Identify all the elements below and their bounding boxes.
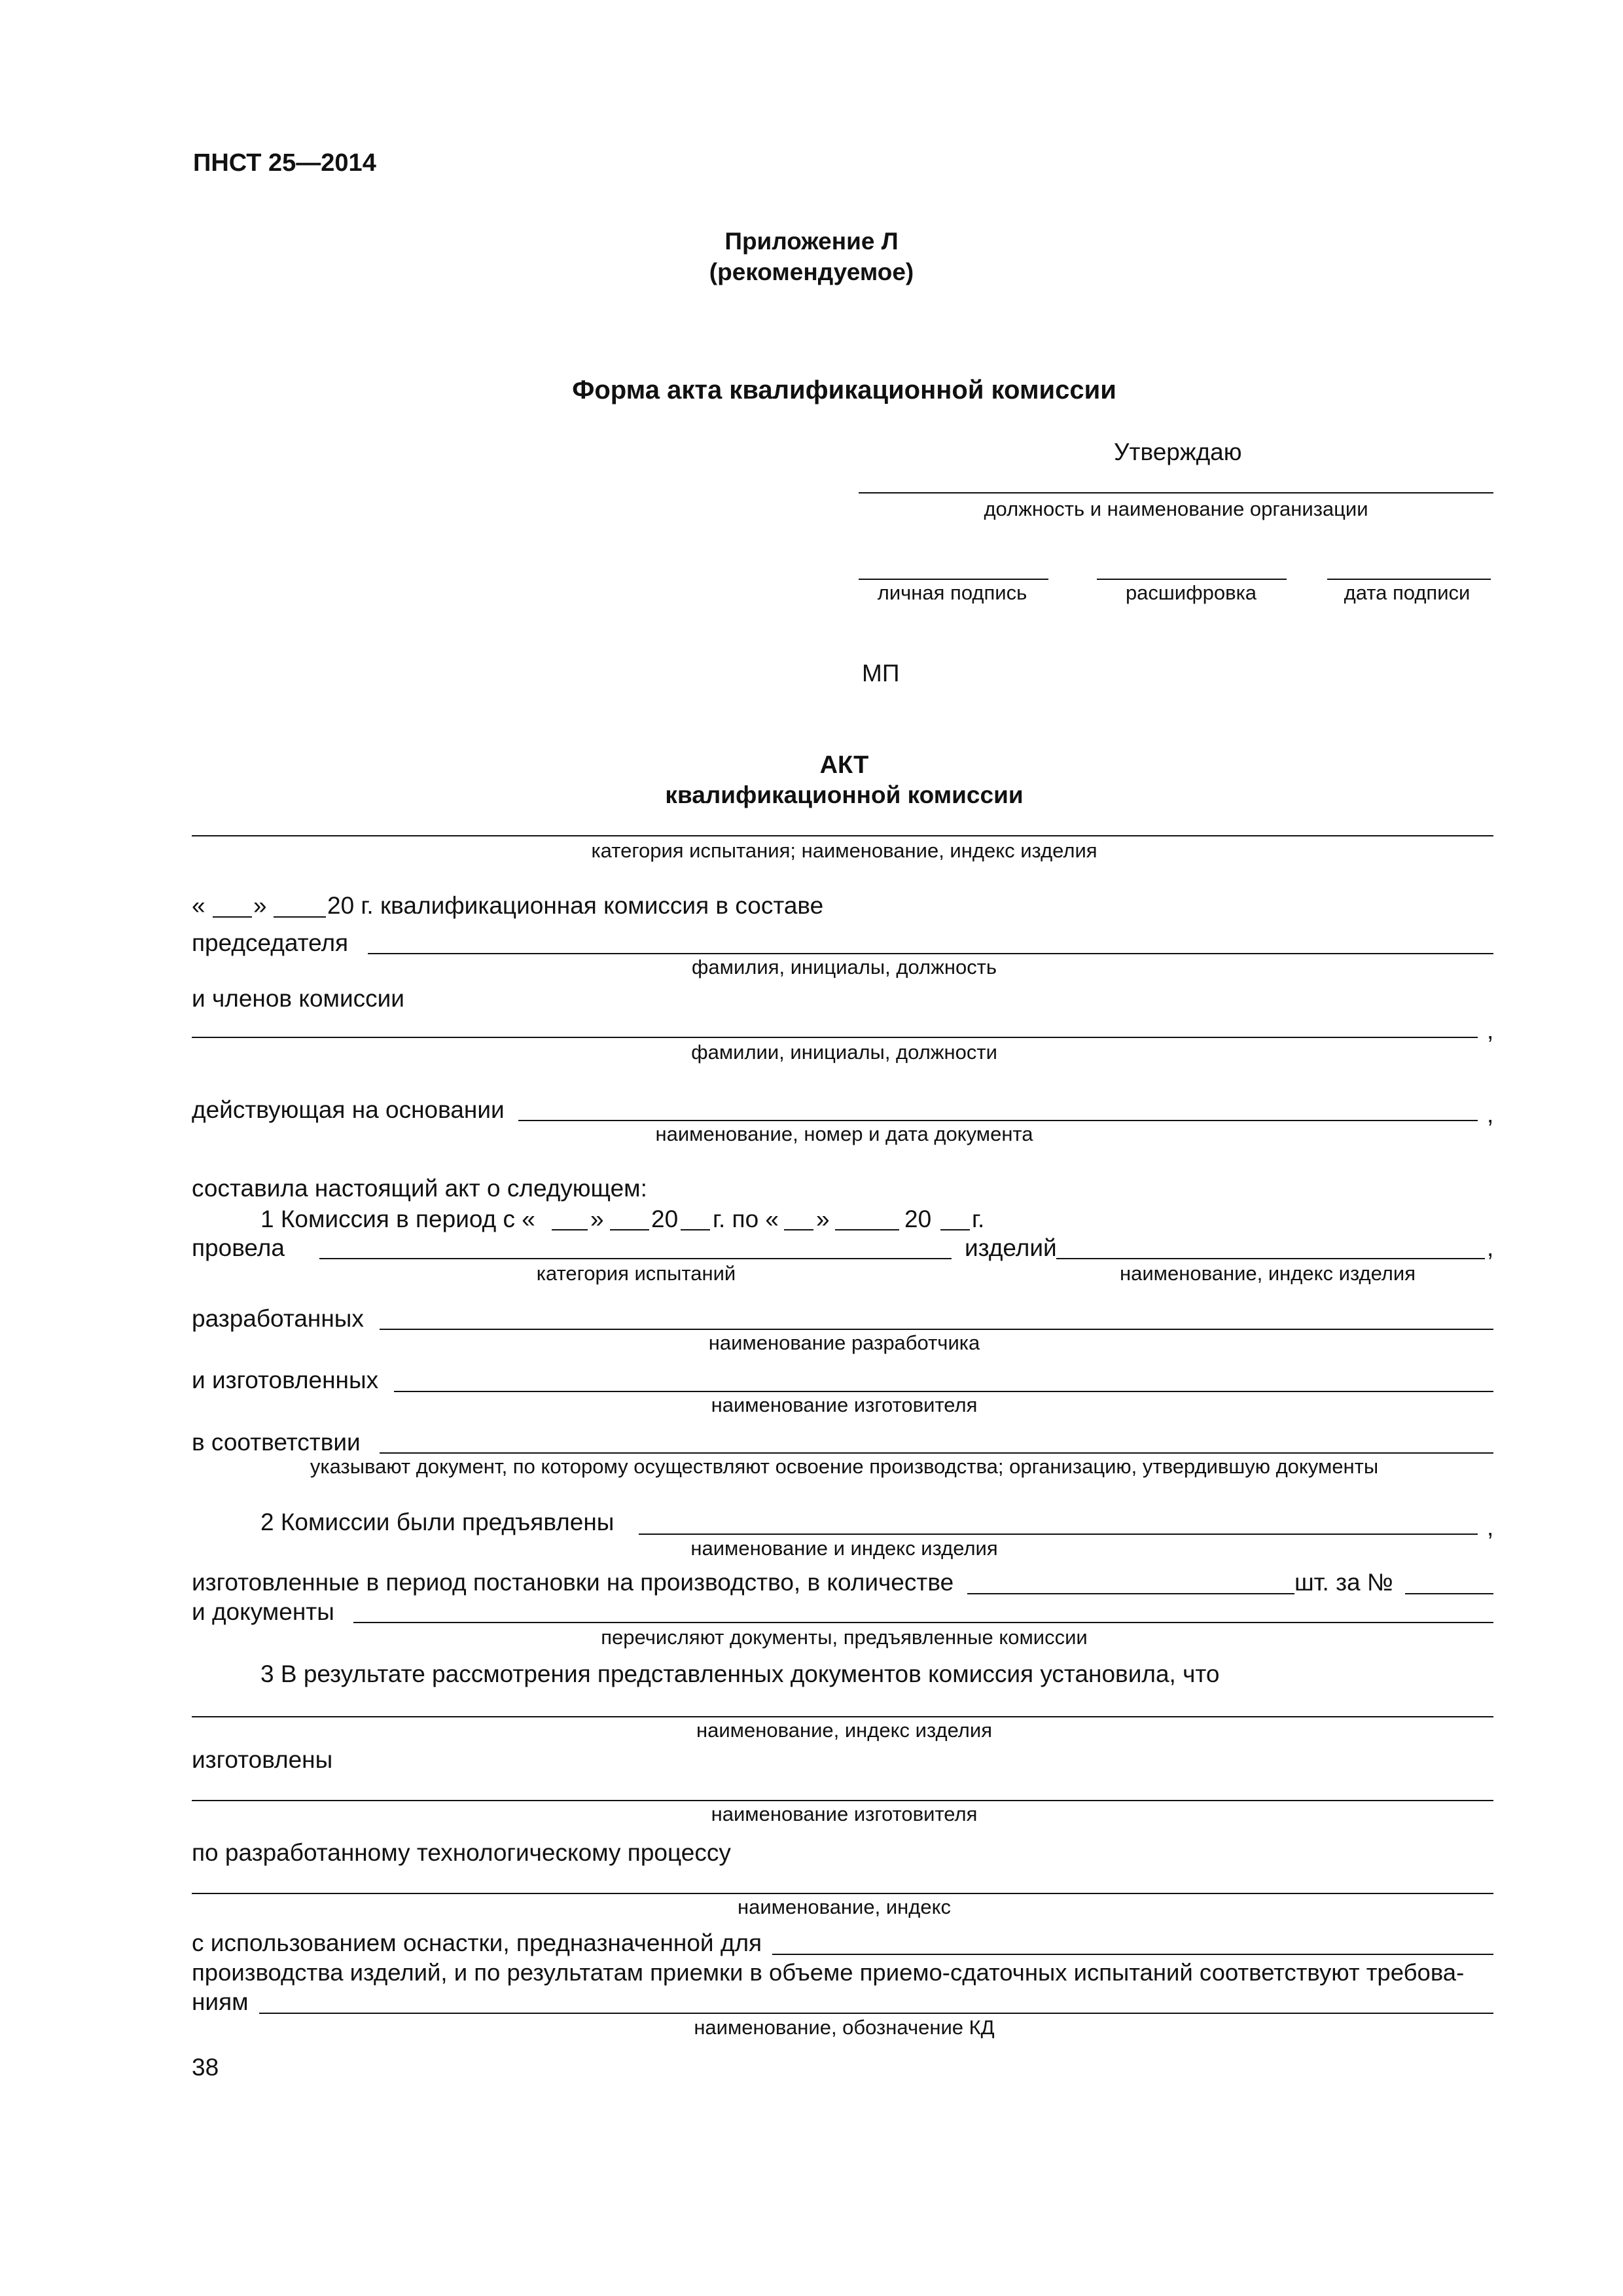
basis-comma: , [1487, 1101, 1494, 1128]
form-title: Форма акта квалификационной комиссии [572, 376, 1116, 404]
tooling-line[interactable] [772, 1954, 1493, 1955]
documents-label: и документы [192, 1598, 334, 1625]
made-line[interactable] [192, 1800, 1493, 1801]
products-label: изделий [965, 1234, 1057, 1261]
category-caption: категория испытания; наименование, индекс изделия [591, 839, 1097, 862]
org-caption: должность и наименование организации [984, 497, 1368, 520]
conducted-label: провела [192, 1234, 285, 1261]
compiled-text: составила настоящий акт о следующем: [192, 1175, 647, 1202]
item1-quote-close: » [590, 1206, 604, 1232]
quantity-line[interactable] [967, 1593, 1294, 1594]
act-subtitle: квалификационной комиссии [665, 781, 1024, 808]
kd-caption: наименование, обозначение КД [694, 2016, 995, 2039]
item3-line[interactable] [192, 1716, 1493, 1717]
appendix-note: (рекомендуемое) [709, 259, 914, 285]
accordance-caption: указывают документ, по которому осуществляют освоение производства; организацию, утвердившую документы [310, 1455, 1379, 1478]
chairman-line[interactable] [368, 953, 1493, 954]
requirements-label: ниям [192, 1988, 249, 2015]
category-line[interactable] [192, 835, 1493, 836]
item1-month-from[interactable] [610, 1229, 649, 1230]
item1-year-to-blank[interactable] [940, 1229, 970, 1230]
members-caption: фамилии, инициалы, должности [691, 1041, 997, 1064]
signature-line[interactable] [859, 579, 1048, 580]
members-label: и членов комиссии [192, 985, 404, 1012]
members-comma: , [1487, 1017, 1494, 1044]
date-line[interactable] [1327, 579, 1491, 580]
date-text: 20 г. квалификационная комиссия в составе [327, 892, 824, 919]
item1-quote-close-2: » [816, 1206, 830, 1232]
tests-caption: категория испытаний [536, 1262, 736, 1285]
chairman-caption: фамилия, инициалы, должность [691, 956, 997, 978]
appendix-title: Приложение Л [724, 228, 899, 255]
item1-to: г. по « [713, 1206, 779, 1232]
document-code: ПНСТ 25—2014 [193, 149, 376, 177]
item3-text: 3 В результате рассмотрения представленных документов комиссия установила, что [260, 1660, 1220, 1687]
decoding-line[interactable] [1097, 579, 1287, 580]
manufacturer-caption: наименование изготовителя [711, 1393, 978, 1416]
developer-line[interactable] [380, 1329, 1493, 1330]
made-caption: наименование изготовителя [711, 1803, 978, 1825]
tooling-label: с использованием оснастки, предназначенной для [192, 1929, 762, 1956]
date-caption: дата подписи [1344, 581, 1471, 604]
quote-open: « [192, 892, 205, 919]
item2-line[interactable] [639, 1534, 1478, 1535]
accordance-label: в соответствии [192, 1429, 361, 1456]
item1-start: 1 Комиссия в период с « [260, 1206, 535, 1232]
basis-line[interactable] [518, 1120, 1478, 1121]
month-blank[interactable] [274, 916, 326, 918]
item1-month-to[interactable] [835, 1229, 899, 1230]
day-blank[interactable] [213, 916, 252, 918]
manufacturer-line[interactable] [394, 1391, 1493, 1392]
documents-caption: перечисляют документы, предъявленные комиссии [601, 1626, 1088, 1649]
documents-line[interactable] [353, 1622, 1493, 1623]
basis-caption: наименование, номер и дата документа [655, 1122, 1033, 1145]
pieces-text: шт. за № [1294, 1569, 1393, 1596]
item1-day-to[interactable] [784, 1229, 813, 1230]
page-number: 38 [192, 2054, 219, 2081]
item2-label: 2 Комиссии были предъявлены [260, 1509, 615, 1535]
item1-end: г. [972, 1206, 985, 1232]
developed-label: разработанных [192, 1305, 364, 1332]
item2-caption: наименование и индекс изделия [690, 1537, 998, 1560]
production-text: производства изделий, и по результатам приемки в объеме приемо-сдаточных испытаний соответствуют требова- [192, 1959, 1465, 1986]
stamp-label: МП [862, 660, 900, 687]
made-label: изготовлены [192, 1746, 333, 1773]
basis-label: действующая на основании [192, 1096, 505, 1123]
org-line[interactable] [859, 492, 1493, 493]
process-line[interactable] [192, 1893, 1493, 1894]
manufactured-label: и изготовленных [192, 1367, 379, 1393]
act-title: АКТ [819, 751, 869, 779]
developer-caption: наименование разработчика [708, 1331, 980, 1354]
item1-year-to: 20 [904, 1206, 932, 1232]
chairman-label: председателя [192, 929, 349, 956]
product-comma: , [1487, 1234, 1494, 1261]
kd-line[interactable] [259, 2013, 1493, 2014]
quote-close: » [253, 892, 267, 919]
members-line[interactable] [192, 1037, 1478, 1038]
quantity-text: изготовленные в период постановки на производство, в количестве [192, 1569, 954, 1596]
item1-day-from[interactable] [552, 1229, 588, 1230]
item1-year-from-blank[interactable] [681, 1229, 710, 1230]
tests-line[interactable] [319, 1258, 952, 1259]
item3-caption: наименование, индекс изделия [696, 1719, 992, 1742]
item1-year-from: 20 [651, 1206, 679, 1232]
product-caption: наименование, индекс изделия [1120, 1262, 1416, 1285]
number-line[interactable] [1405, 1593, 1493, 1594]
decoding-caption: расшифровка [1125, 581, 1257, 604]
product-line[interactable] [1056, 1258, 1485, 1259]
approve-label: Утверждаю [1114, 439, 1242, 465]
accordance-line[interactable] [380, 1452, 1493, 1454]
item2-comma: , [1487, 1514, 1494, 1541]
signature-caption: личная подпись [877, 581, 1027, 604]
process-label: по разработанному технологическому процессу [192, 1839, 731, 1866]
process-caption: наименование, индекс [737, 1895, 952, 1918]
